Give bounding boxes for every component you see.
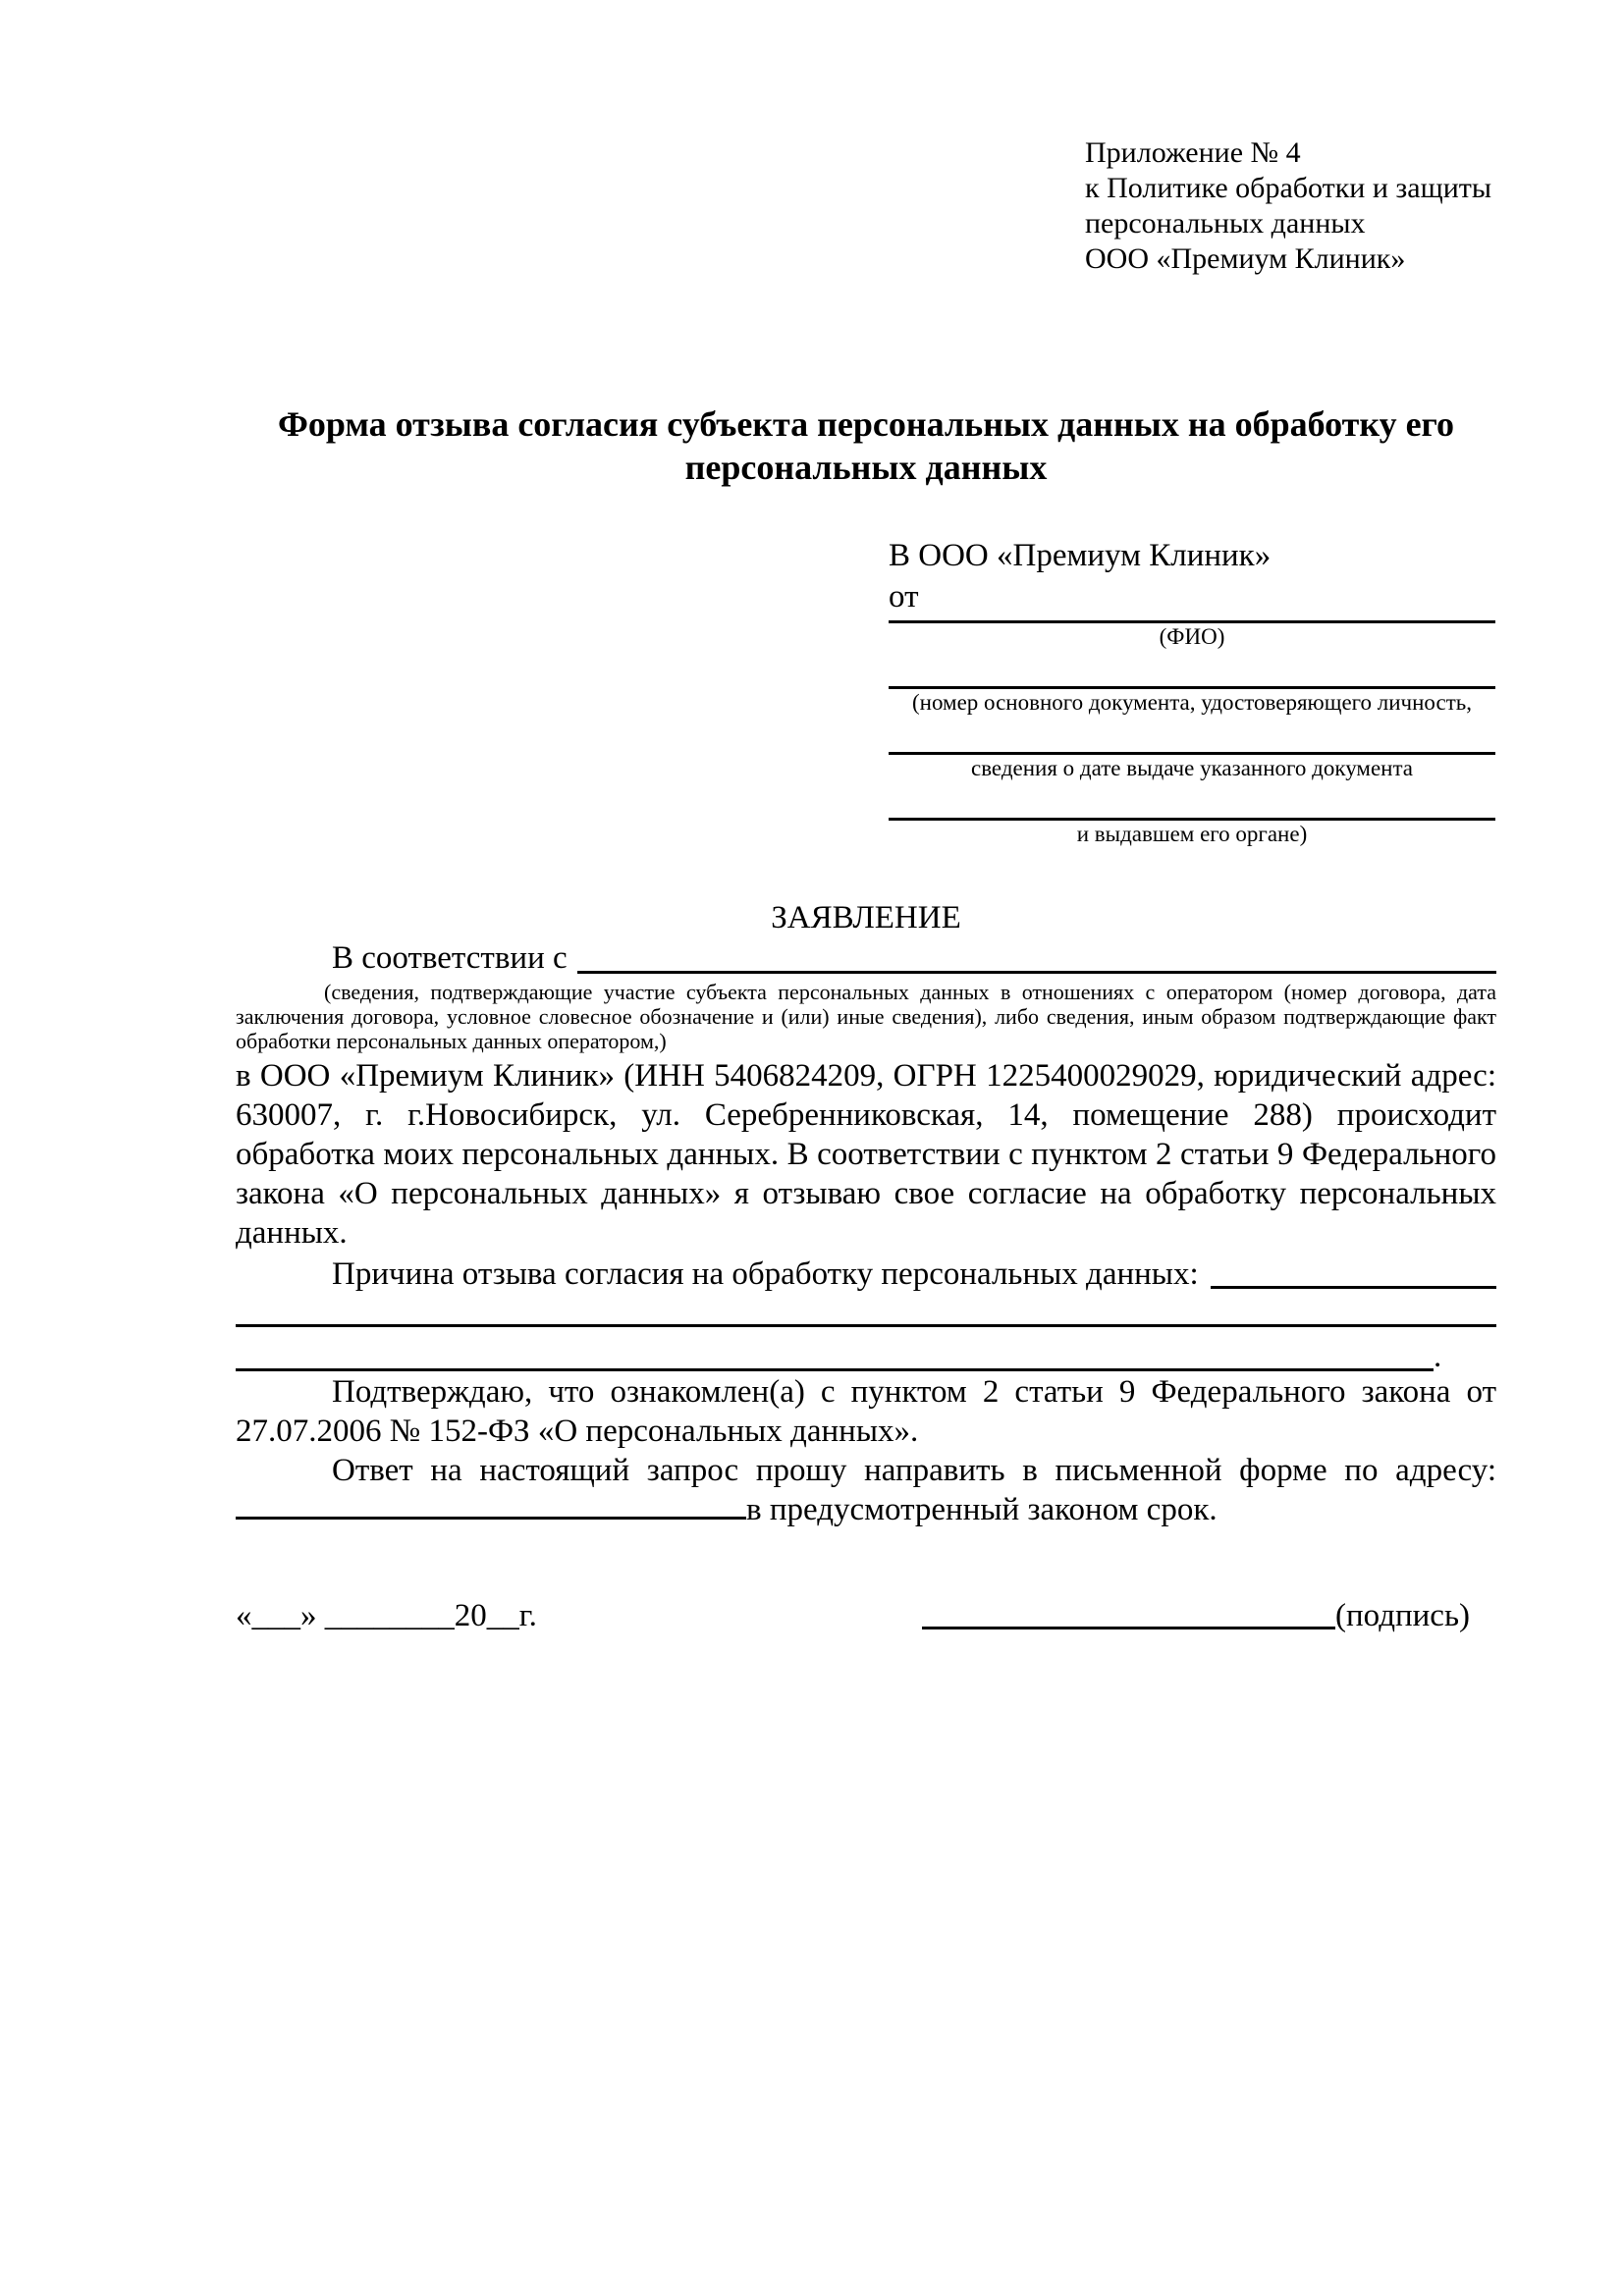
- reason-blank-line-2: [236, 1324, 1496, 1327]
- tail-paragraphs: [236, 1372, 1496, 1529]
- reply-paragraph: [236, 1451, 1496, 1529]
- appendix-line: персональных данных: [1085, 207, 1366, 240]
- reason-blank-line-3-row: [236, 1337, 1496, 1376]
- reply-suffix: в предусмотренный законом срок.: [746, 1492, 1218, 1527]
- reason-line: [236, 1255, 1496, 1294]
- intro-line: [236, 938, 1496, 978]
- signature-caption: (подпись): [1335, 1598, 1470, 1633]
- fio-caption: (ФИО): [1159, 624, 1225, 649]
- addressee-from-label: от: [889, 579, 919, 614]
- addressee-block: [889, 536, 1495, 848]
- reason-blank-line: [1211, 1286, 1496, 1289]
- reply-request-text: Ответ на настоящий запрос прошу направить в письменной форме по адресу:: [332, 1453, 1496, 1488]
- addressee-to: В ООО «Премиум Клиник»: [889, 538, 1272, 573]
- intro-blank-line: [577, 971, 1496, 974]
- document-title: Форма отзыва согласия субъекта персональных данных на обработку его персональных данных: [277, 404, 1455, 487]
- confirm-paragraph: Подтверждаю, что ознакомлен(а) с пунктом 2 статьи 9 Федерального закона от 27.07.2006 № 152-ФЗ «О персональных данных».: [236, 1374, 1496, 1449]
- statement-body: в ООО «Премиум Клиник» (ИНН 5406824209, ОГРН 1225400029029, юридический адрес: 630007, г. г.Новосибирск, ул. Серебренниковская, 14, помещение 288) происходит обработка моих персональных данных. В соответствии с пунктом 2 статьи 9 Федерального закона «О персональных данных» я отзываю свое согласие на обработку персональных данных.: [236, 1058, 1496, 1251]
- statement-heading: ЗАЯВЛЕНИЕ: [771, 900, 961, 935]
- appendix-line: ООО «Премиум Клиник»: [1085, 242, 1406, 275]
- appendix-line: к Политике обработки и защиты: [1085, 172, 1492, 204]
- date-blank: «___» ________20__г.: [236, 1598, 537, 1633]
- appendix-note: [1085, 135, 1491, 277]
- intro-label: В соответствии с: [332, 940, 568, 976]
- reason-period: .: [1434, 1339, 1442, 1374]
- reason-label: Причина отзыва согласия на обработку персональных данных:: [332, 1256, 1199, 1292]
- doc-number-caption: (номер основного документа, удостоверяющего личность,: [911, 690, 1472, 715]
- intro-note: (сведения, подтверждающие участие субъекта персональных данных в отношениях с оператором (номер договора, дата заключения договора, условное словесное обозначение и (или) иные сведения), либо сведения, иным образом подтверждающие факт обработки персональных данных оператором,): [236, 980, 1496, 1053]
- reply-address-blank-line: [236, 1491, 746, 1520]
- reason-blank-line-3: [236, 1368, 1434, 1371]
- appendix-line: Приложение № 4: [1085, 136, 1301, 169]
- issue-date-caption: сведения о дате выдаче указанного документа: [970, 756, 1414, 780]
- signature-blank-line: [922, 1627, 1335, 1629]
- issuer-caption: и выдавшем его органе): [1076, 822, 1308, 846]
